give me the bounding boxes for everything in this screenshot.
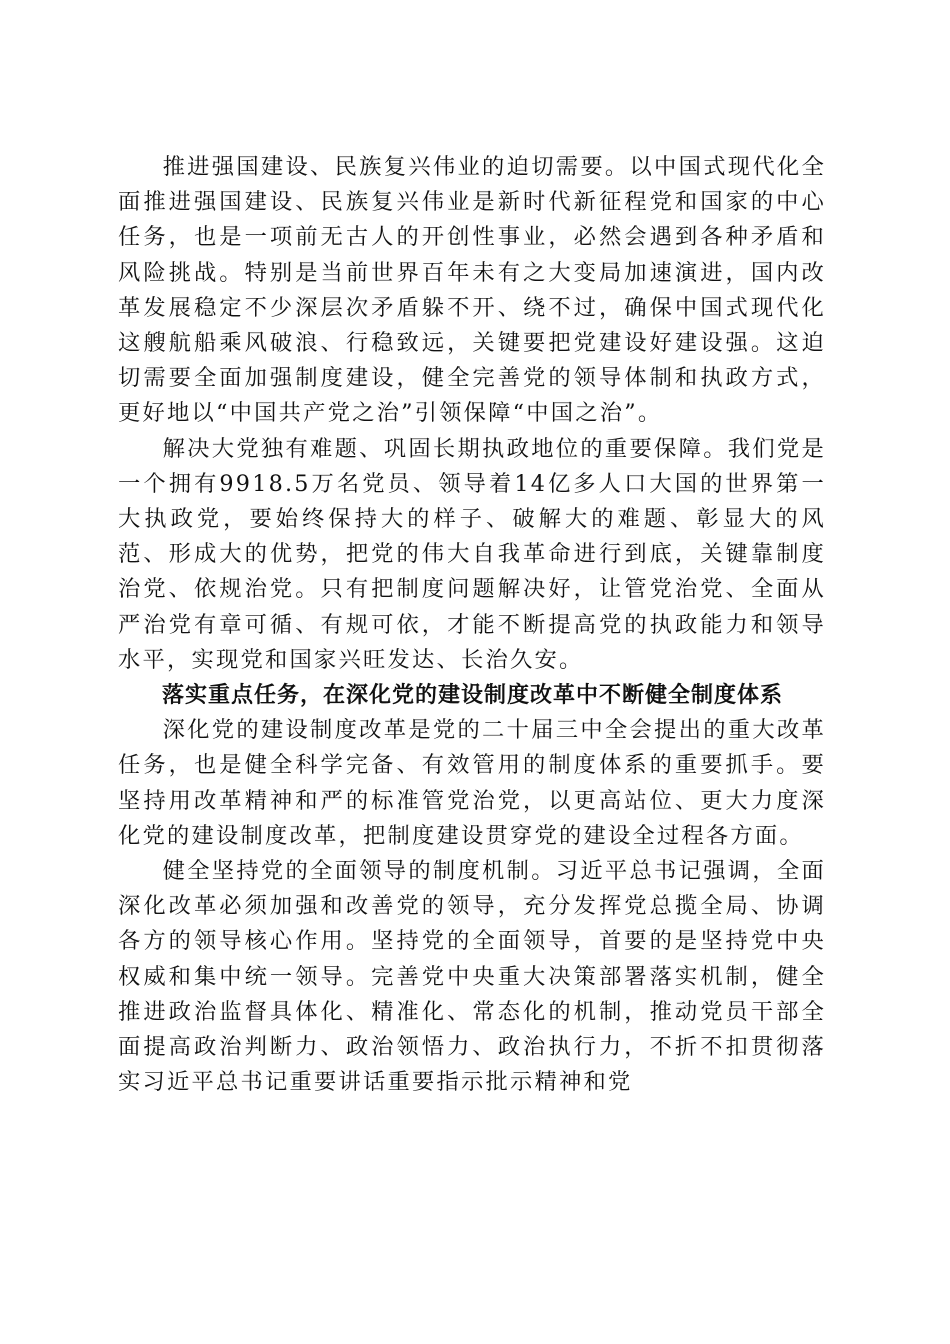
paragraph-reform-task: 深化党的建设制度改革是党的二十届三中全会提出的重大改革任务，也是健全科学完备、有效管用的制度体系的重要抓手。要坚持用改革精神和严的标准管党治党，以更高站位、更大力度深化党的建设制度改革，把制度建设贯穿党的建设全过程各方面。 — [118, 717, 826, 849]
paragraph-leadership-mechanism: 健全坚持党的全面领导的制度机制。习近平总书记强调，全面深化改革必须加强和改善党的领导，充分发挥党总揽全局、协调各方的领导核心作用。坚持党的全面领导，首要的是坚持党中央权威和集中统一领导。完善党中央重大决策部署落实机制，健全推进政治监督具体化、精准化、常态化的机制，推动党员干部全面提高政治判断力、政治领悟力、政治执行力，不折不扣贯彻落实习近平总书记重要讲话重要指示批示精神和党 — [118, 858, 826, 1096]
section-heading: 落实重点任务，在深化党的建设制度改革中不断健全制度体系 — [162, 683, 784, 709]
paragraph-strong-nation: 推进强国建设、民族复兴伟业的迫切需要。以中国式现代化全面推进强国建设、民族复兴伟业是新时代新征程党和国家的中心任务，也是一项前无古人的开创性事业，必然会遇到各种矛盾和风险挑战。特别是当前世界百年未有之大变局加速演进，国内改革发展稳定不少深层次矛盾躲不开、绕不过，确保中国式现代化这艘航船乘风破浪、行稳致远，关键要把党建设好建设强。这迫切需要全面加强制度建设，健全完善党的领导体制和执政方式，更好地以“中国共产党之治”引领保障“中国之治”。 — [118, 154, 826, 427]
paragraph-big-party: 解决大党独有难题、巩固长期执政地位的重要保障。我们党是一个拥有9918.5万名党员、领导着14亿多人口大国的世界第一大执政党，要始终保持大的样子、破解大的难题、彰显大的风范、形成大的优势，把党的伟大自我革命进行到底，关键靠制度治党、依规治党。只有把制度问题解决好，让管党治党、全面从严治党有章可循、有规可依，才能不断提高党的执政能力和领导水平，实现党和国家兴旺发达、长治久安。 — [118, 435, 826, 673]
document-page — [118, 150, 826, 1100]
